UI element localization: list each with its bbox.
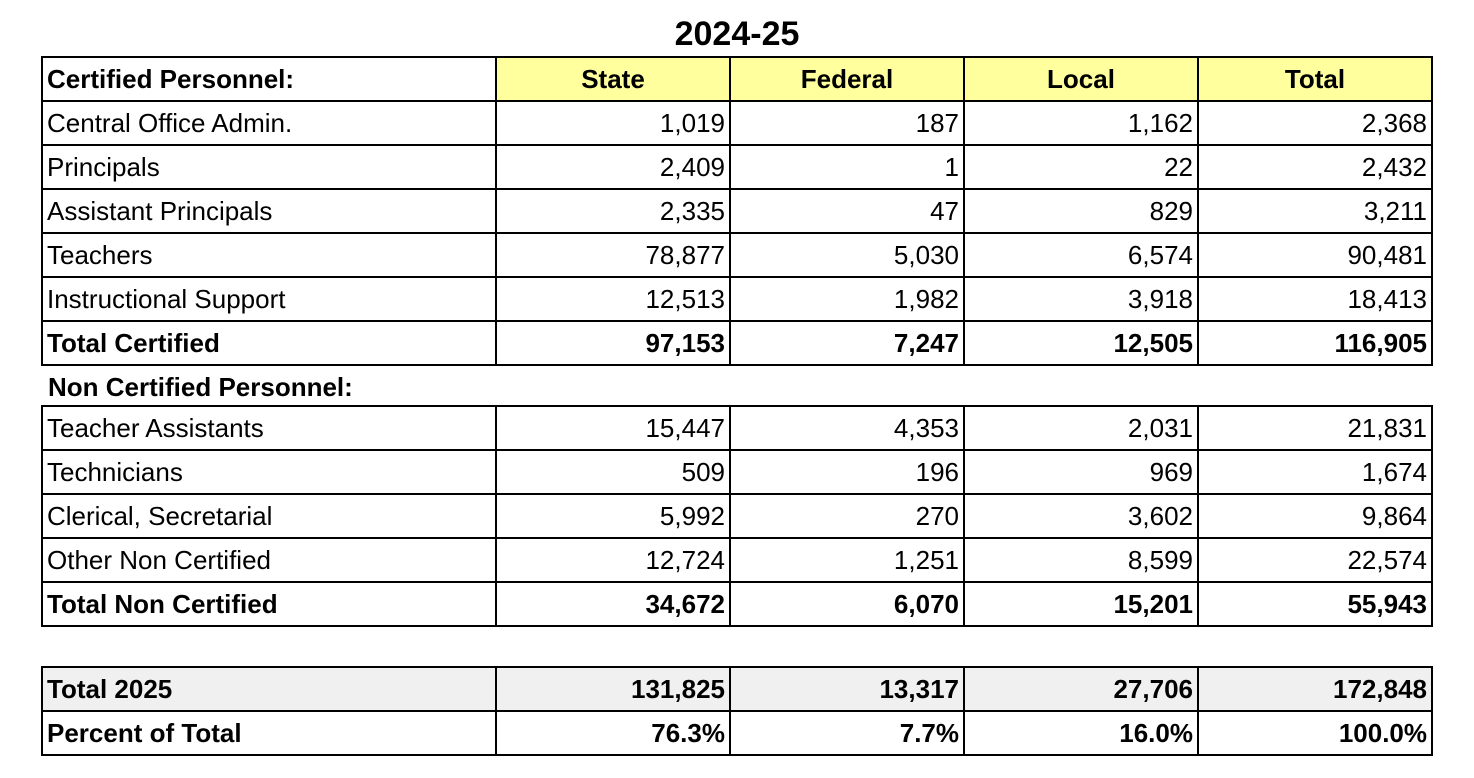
column-header-federal: Federal: [730, 57, 964, 101]
cell-local: 3,918: [964, 277, 1198, 321]
cell-state: 12,513: [496, 277, 730, 321]
cell-state: 509: [496, 450, 730, 494]
certified-table: [41, 56, 1433, 366]
column-header-total: Total: [1198, 57, 1432, 101]
cell-local: 22: [964, 145, 1198, 189]
row-label: Percent of Total: [42, 711, 496, 755]
table-row: [42, 406, 1432, 450]
cell-state: 5,992: [496, 494, 730, 538]
cell-federal: 47: [730, 189, 964, 233]
cell-federal: 1,982: [730, 277, 964, 321]
row-label: Technicians: [42, 450, 496, 494]
cell-federal: 6,070: [730, 582, 964, 626]
row-label: Assistant Principals: [42, 189, 496, 233]
cell-total: 1,674: [1198, 450, 1432, 494]
grand-total-row: [42, 667, 1432, 711]
table-row: [42, 277, 1432, 321]
cell-local: 829: [964, 189, 1198, 233]
cell-total: 22,574: [1198, 538, 1432, 582]
row-label: Principals: [42, 145, 496, 189]
cell-local: 1,162: [964, 101, 1198, 145]
cell-local: 2,031: [964, 406, 1198, 450]
cell-local: 16.0%: [964, 711, 1198, 755]
row-label: Other Non Certified: [42, 538, 496, 582]
table-row: [42, 494, 1432, 538]
cell-federal: 4,353: [730, 406, 964, 450]
cell-total: 100.0%: [1198, 711, 1432, 755]
cell-total: 21,831: [1198, 406, 1432, 450]
cell-federal: 7,247: [730, 321, 964, 365]
row-label: Central Office Admin.: [42, 101, 496, 145]
cell-state: 97,153: [496, 321, 730, 365]
cell-local: 12,505: [964, 321, 1198, 365]
cell-state: 12,724: [496, 538, 730, 582]
total-certified-row: [42, 321, 1432, 365]
cell-state: 1,019: [496, 101, 730, 145]
cell-state: 34,672: [496, 582, 730, 626]
cell-local: 3,602: [964, 494, 1198, 538]
row-label: Total Certified: [42, 321, 496, 365]
cell-total: 172,848: [1198, 667, 1432, 711]
column-header-state: State: [496, 57, 730, 101]
cell-federal: 13,317: [730, 667, 964, 711]
percent-row: [42, 711, 1432, 755]
cell-local: 8,599: [964, 538, 1198, 582]
cell-local: 27,706: [964, 667, 1198, 711]
page-title: 2024-25: [674, 15, 800, 53]
cell-federal: 5,030: [730, 233, 964, 277]
table-row: [42, 189, 1432, 233]
cell-total: 2,432: [1198, 145, 1432, 189]
cell-federal: 187: [730, 101, 964, 145]
row-label: Instructional Support: [42, 277, 496, 321]
cell-federal: 1,251: [730, 538, 964, 582]
cell-state: 76.3%: [496, 711, 730, 755]
cell-total: 18,413: [1198, 277, 1432, 321]
cell-federal: 196: [730, 450, 964, 494]
table-row: [42, 538, 1432, 582]
table-row: [42, 145, 1432, 189]
cell-federal: 1: [730, 145, 964, 189]
cell-state: 2,335: [496, 189, 730, 233]
row-label: Teachers: [42, 233, 496, 277]
cell-state: 15,447: [496, 406, 730, 450]
column-header-local: Local: [964, 57, 1198, 101]
row-label: Clerical, Secretarial: [42, 494, 496, 538]
row-label: Total 2025: [42, 667, 496, 711]
cell-total: 90,481: [1198, 233, 1432, 277]
cell-local: 969: [964, 450, 1198, 494]
section-label-noncertified: Non Certified Personnel:: [48, 372, 353, 402]
table-row: [42, 450, 1432, 494]
section-label-certified: Certified Personnel:: [42, 57, 496, 101]
cell-state: 78,877: [496, 233, 730, 277]
cell-state: 131,825: [496, 667, 730, 711]
cell-federal: 7.7%: [730, 711, 964, 755]
row-label: Teacher Assistants: [42, 406, 496, 450]
cell-local: 15,201: [964, 582, 1198, 626]
cell-local: 6,574: [964, 233, 1198, 277]
cell-federal: 270: [730, 494, 964, 538]
noncertified-table: [41, 405, 1433, 627]
cell-total: 9,864: [1198, 494, 1432, 538]
summary-table: [41, 666, 1433, 756]
cell-total: 116,905: [1198, 321, 1432, 365]
table-row: [42, 101, 1432, 145]
cell-total: 55,943: [1198, 582, 1432, 626]
total-noncertified-row: [42, 582, 1432, 626]
cell-total: 3,211: [1198, 189, 1432, 233]
cell-state: 2,409: [496, 145, 730, 189]
row-label: Total Non Certified: [42, 582, 496, 626]
cell-total: 2,368: [1198, 101, 1432, 145]
header-row: [42, 57, 1432, 101]
table-row: [42, 233, 1432, 277]
